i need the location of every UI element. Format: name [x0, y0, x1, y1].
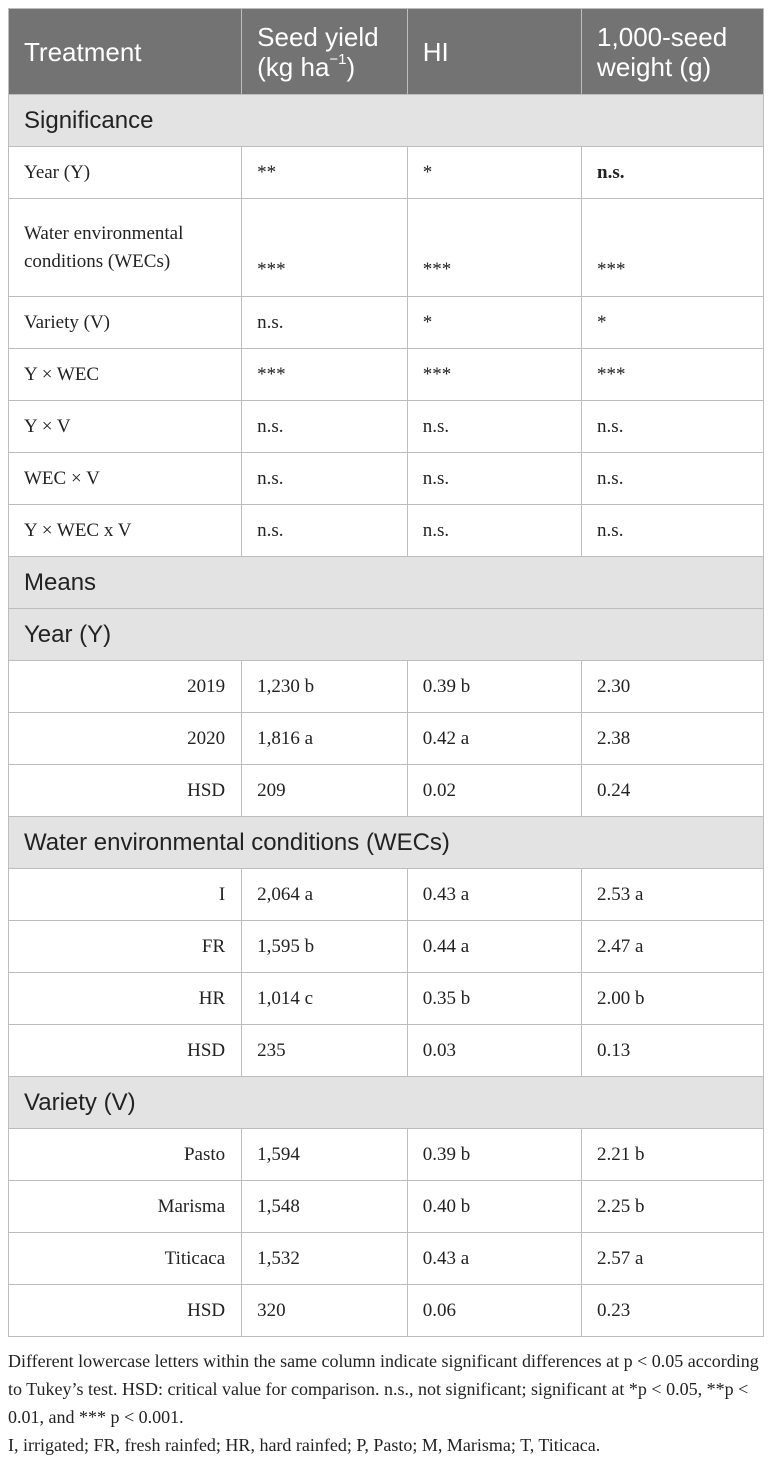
cell-hi: *** [407, 349, 581, 401]
cell-seed-weight: 2.57 a [582, 1233, 764, 1285]
row-label: HSD [9, 765, 242, 817]
table-row [9, 505, 764, 557]
cell-seed-weight: *** [582, 199, 764, 297]
cell-seed-weight: 2.47 a [582, 921, 764, 973]
cell-hi: 0.40 b [407, 1181, 581, 1233]
cell-seed-weight: 2.53 a [582, 869, 764, 921]
cell-seed-weight: 2.21 b [582, 1129, 764, 1181]
cell-seed-weight: 0.13 [582, 1025, 764, 1077]
cell-hi: n.s. [407, 453, 581, 505]
table-row [9, 713, 764, 765]
section-title: Significance [9, 95, 764, 147]
section-variety [9, 1077, 764, 1129]
header-row [9, 9, 764, 95]
section-title: Year (Y) [9, 609, 764, 661]
row-label: Y × WEC [9, 349, 242, 401]
cell-hi: 0.43 a [407, 869, 581, 921]
footnote-significance: Different lowercase letters within the same column indicate significant differences at p < 0.05 according to Tukey’s test. HSD: critical value for comparison. n.s., not significant; significant at *p < 0.05, **p < 0.01, and *** p < 0.001. [8, 1351, 759, 1427]
cell-seed-yield: 1,594 [242, 1129, 408, 1181]
table-row [9, 1285, 764, 1337]
cell-seed-weight: 0.24 [582, 765, 764, 817]
table-row [9, 401, 764, 453]
row-label: Y × WEC x V [9, 505, 242, 557]
table-row [9, 765, 764, 817]
cell-hi: 0.03 [407, 1025, 581, 1077]
section-title: Means [9, 557, 764, 609]
cell-hi: n.s. [407, 401, 581, 453]
cell-seed-weight: n.s. [582, 453, 764, 505]
header-treatment: Treatment [9, 9, 242, 95]
table-row [9, 453, 764, 505]
cell-seed-weight: 2.00 b [582, 973, 764, 1025]
table-row [9, 1233, 764, 1285]
row-label: HSD [9, 1025, 242, 1077]
section-title: Water environmental conditions (WECs) [9, 817, 764, 869]
section-wec [9, 817, 764, 869]
cell-hi: * [407, 147, 581, 199]
cell-seed-weight: n.s. [582, 147, 764, 199]
results-table [8, 8, 764, 1337]
cell-seed-yield: *** [242, 199, 408, 297]
cell-seed-yield: 1,532 [242, 1233, 408, 1285]
table-row [9, 1129, 764, 1181]
table-row [9, 973, 764, 1025]
row-label: Titicaca [9, 1233, 242, 1285]
cell-hi: 0.39 b [407, 661, 581, 713]
cell-seed-yield: 1,816 a [242, 713, 408, 765]
header-hi: HI [407, 9, 581, 95]
section-means [9, 557, 764, 609]
cell-seed-weight: 2.38 [582, 713, 764, 765]
cell-seed-yield: 235 [242, 1025, 408, 1077]
cell-seed-weight: n.s. [582, 505, 764, 557]
cell-seed-yield: 1,014 c [242, 973, 408, 1025]
row-label: Variety (V) [9, 297, 242, 349]
row-label: Year (Y) [9, 147, 242, 199]
cell-seed-yield: n.s. [242, 505, 408, 557]
row-label: I [9, 869, 242, 921]
section-title: Variety (V) [9, 1077, 764, 1129]
cell-seed-weight: n.s. [582, 401, 764, 453]
cell-hi: 0.43 a [407, 1233, 581, 1285]
row-label: HSD [9, 1285, 242, 1337]
cell-seed-yield: 209 [242, 765, 408, 817]
cell-hi: *** [407, 199, 581, 297]
row-label: Pasto [9, 1129, 242, 1181]
row-label: 2019 [9, 661, 242, 713]
cell-seed-yield: n.s. [242, 401, 408, 453]
cell-hi: 0.35 b [407, 973, 581, 1025]
table-row [9, 869, 764, 921]
header-seed-weight: 1,000-seed weight (g) [582, 9, 764, 95]
cell-seed-yield: ** [242, 147, 408, 199]
cell-seed-yield: n.s. [242, 297, 408, 349]
table-row [9, 1181, 764, 1233]
cell-hi: 0.39 b [407, 1129, 581, 1181]
section-year [9, 609, 764, 661]
cell-hi: 0.02 [407, 765, 581, 817]
cell-seed-yield: 2,064 a [242, 869, 408, 921]
table-row [9, 199, 764, 297]
cell-seed-yield: *** [242, 349, 408, 401]
cell-seed-weight: 2.25 b [582, 1181, 764, 1233]
row-label: Y × V [9, 401, 242, 453]
table-row [9, 661, 764, 713]
table-row [9, 921, 764, 973]
row-label: FR [9, 921, 242, 973]
cell-seed-yield: 320 [242, 1285, 408, 1337]
cell-seed-weight: *** [582, 349, 764, 401]
cell-seed-yield: 1,230 b [242, 661, 408, 713]
cell-hi: * [407, 297, 581, 349]
section-significance [9, 95, 764, 147]
row-label: Marisma [9, 1181, 242, 1233]
row-label: HR [9, 973, 242, 1025]
cell-seed-yield: 1,595 b [242, 921, 408, 973]
table-row [9, 147, 764, 199]
cell-hi: 0.42 a [407, 713, 581, 765]
cell-seed-weight: * [582, 297, 764, 349]
row-label: Water environmental conditions (WECs) [9, 199, 242, 297]
cell-seed-weight: 0.23 [582, 1285, 764, 1337]
table-footnote [8, 1347, 764, 1459]
row-label: WEC × V [9, 453, 242, 505]
header-seed-yield: Seed yield (kg $ha^{-1}$) [242, 9, 408, 95]
cell-hi: 0.44 a [407, 921, 581, 973]
table-row [9, 349, 764, 401]
row-label: 2020 [9, 713, 242, 765]
cell-seed-weight: 2.30 [582, 661, 764, 713]
cell-seed-yield: 1,548 [242, 1181, 408, 1233]
table-row [9, 297, 764, 349]
cell-hi: n.s. [407, 505, 581, 557]
cell-seed-yield: n.s. [242, 453, 408, 505]
cell-hi: 0.06 [407, 1285, 581, 1337]
table-container [8, 8, 764, 1459]
footnote-abbreviations: I, irrigated; FR, fresh rainfed; HR, hard rainfed; P, Pasto; M, Marisma; T, Titicaca. [8, 1435, 601, 1455]
table-row [9, 1025, 764, 1077]
